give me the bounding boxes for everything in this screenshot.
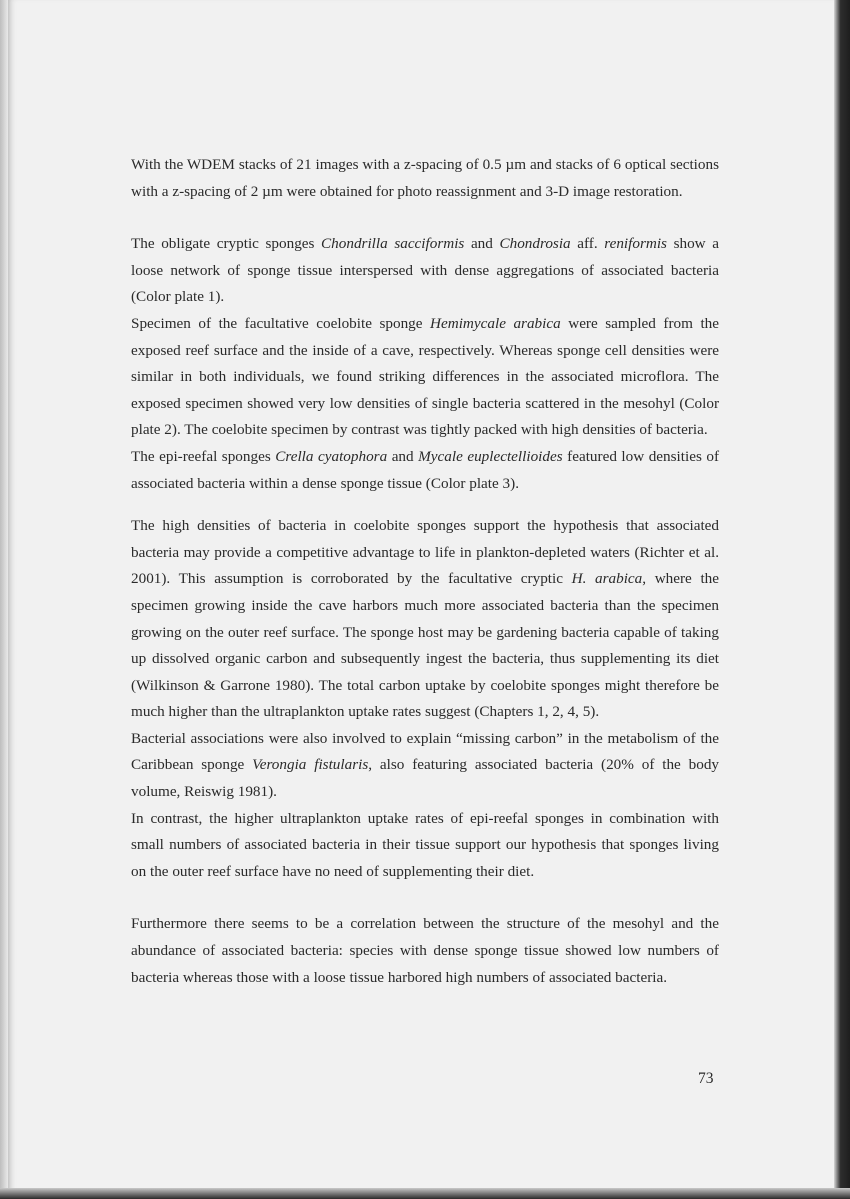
species-name: Crella cyatophora: [275, 447, 388, 465]
paragraph-3: [131, 311, 719, 444]
species-name: Mycale euplectellioides: [418, 447, 563, 465]
text-segment: With the WDEM stacks of 21 images with a z-spacing of 0.5 µm and stacks of 6 optical sections with a z-spacing of 2 µm were obtained for photo reassignment and 3-D image restoration.: [131, 156, 719, 200]
text-segment: , also featuring associated bacteria (20% of the body volume, Reiswig 1981).: [131, 756, 720, 801]
text-segment: The obligate cryptic sponges: [131, 235, 322, 253]
text-segment: Furthermore there seems to be a correlation between the structure of the mesohyl and the abundance of associated bacteria: species with dense sponge tissue showed low numbers of bacteria whereas those with a loose tissue harbored high numbers of associated bacteria.: [131, 915, 719, 986]
paragraph-4: [131, 444, 719, 497]
page-edge-bottom: [0, 1188, 850, 1199]
paragraph-6: [131, 726, 719, 806]
text-segment: show a loose network of sponge tissue interspersed with dense aggregations of associated bacteria (Color plate 1).: [131, 235, 719, 306]
text-segment: featured low densities of associated bacteria within a dense sponge tissue (Color plate 3).: [131, 447, 720, 492]
text-segment: and: [464, 235, 500, 253]
species-name: reniformis: [604, 235, 667, 253]
text-segment: Specimen of the facultative coelobite sponge: [131, 314, 431, 332]
paragraph-2: [131, 231, 719, 311]
paragraph-8: [131, 911, 719, 991]
text-segment: Bacterial associations were also involved to explain “missing carbon” in the metabolism of the Caribbean sponge: [131, 729, 719, 774]
paragraph-7: [131, 806, 719, 886]
body-text: [131, 152, 719, 991]
species-name: Chondrosia: [499, 235, 571, 253]
species-name: Verongia fistularis: [252, 756, 369, 774]
text-segment: were sampled from the exposed reef surface and the inside of a cave, respectively. Whereas sponge cell densities were similar in both individuals, we found striking differences in the associated microflora. The exposed specimen showed very low densities of single bacteria scattered in the mesohyl (Color plate 2). The coelobite specimen by contrast was tightly packed with high densities of bacteria.: [131, 314, 719, 439]
page-number: 73: [698, 1070, 714, 1087]
text-segment: and: [387, 447, 419, 465]
paragraph-1: [131, 152, 719, 205]
text-segment: aff.: [570, 235, 605, 253]
text-segment: The high densities of bacteria in coelobite sponges support the hypothesis that associated bacteria may provide a competitive advantage to life in plankton-depleted waters (Richter et al. 2001). This assumption is corroborated by the facultative cryptic: [131, 517, 719, 588]
text-segment: The epi-reefal sponges: [131, 447, 276, 465]
text-segment: , where the specimen growing inside the cave harbors much more associated bacteria than the specimen growing on the outer reef surface. The sponge host may be gardening bacteria capable of taking up dissolved organic carbon and subsequently ingest the bacteria, thus supplementing its diet (Wilkinson & Garrone 1980). The total carbon uptake by coelobite sponges might therefore be much higher than the ultraplankton uptake rates suggest (Chapters 1, 2, 4, 5).: [131, 570, 719, 721]
text-segment: In contrast, the higher ultraplankton uptake rates of epi-reefal sponges in combination with small numbers of associated bacteria in their tissue support our hypothesis that sponges living on the outer reef surface have no need of supplementing their diet.: [131, 809, 719, 880]
binding-shadow: [0, 0, 8, 1199]
paragraph-5: [131, 513, 719, 726]
page-edge-right: [834, 0, 850, 1199]
species-name: H. arabica: [571, 570, 643, 588]
species-name: Chondrilla sacciformis: [321, 235, 465, 253]
species-name: Hemimycale arabica: [430, 314, 561, 332]
document-page: [8, 0, 834, 1199]
